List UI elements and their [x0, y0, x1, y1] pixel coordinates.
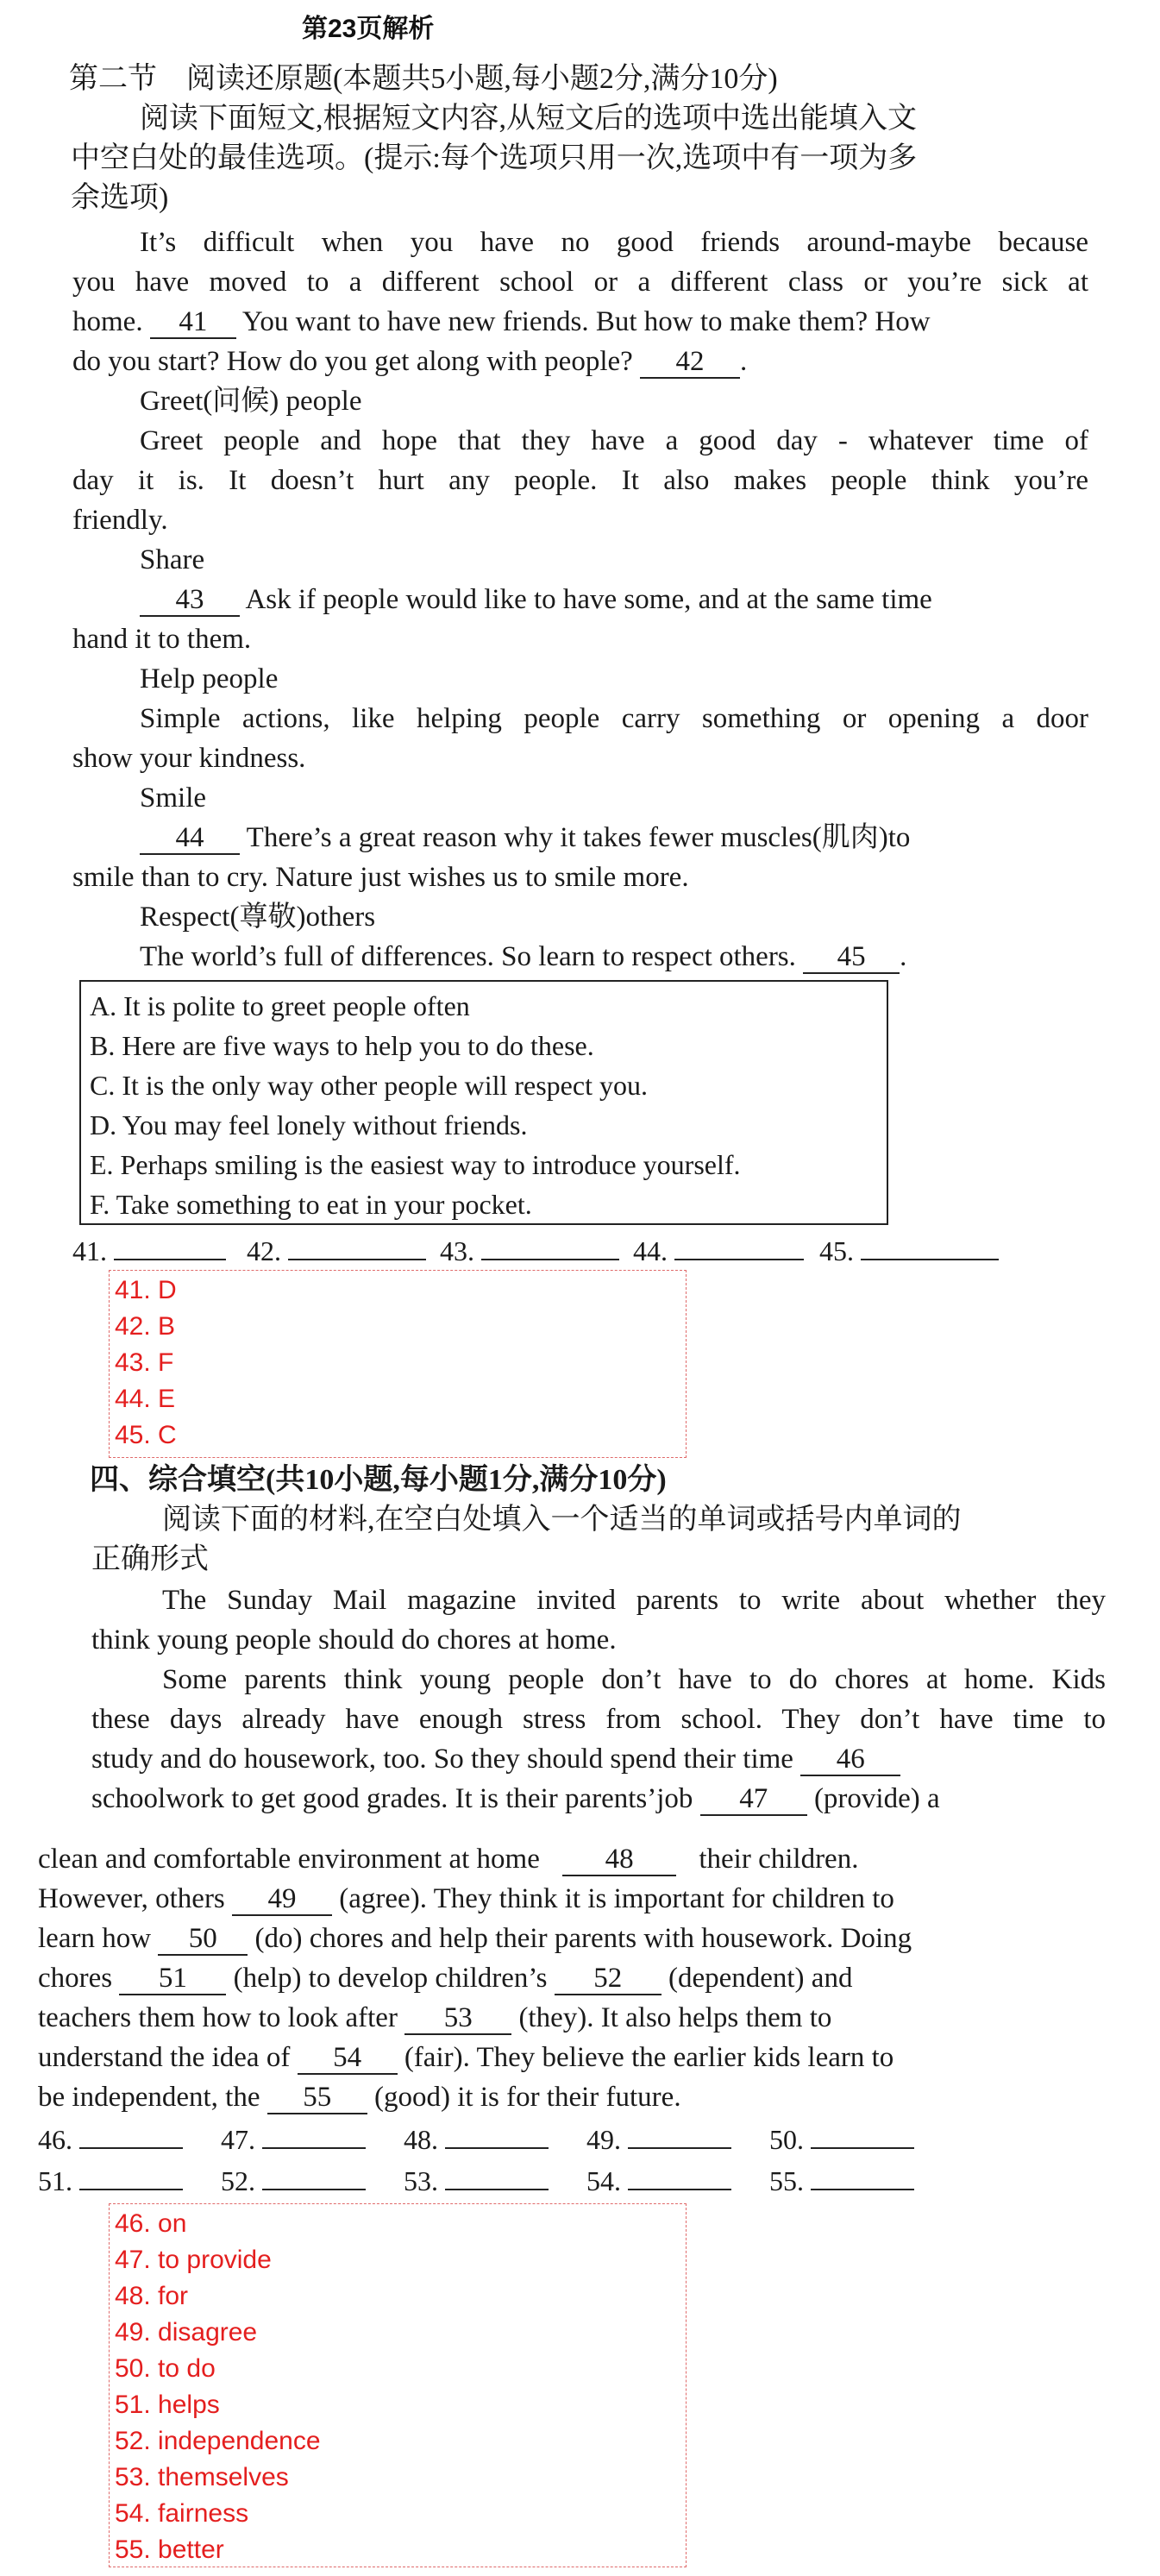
answer-item: 43. F [115, 1348, 174, 1377]
blank-number: 46. [38, 2124, 72, 2155]
blank-number: 45. [819, 1235, 854, 1266]
section2-instruction: 余选项) [71, 182, 169, 214]
passage-text: (help) to develop children’s [233, 1963, 548, 1994]
passage-line [38, 2001, 831, 2036]
page-title: 第23页解析 [302, 15, 435, 43]
blank-45: 45 [803, 941, 900, 974]
passage-line: these days already have enough stress from school. They don’t have time to [91, 1704, 1106, 1735]
option-d: D. You may feel lonely without friends. [90, 1109, 528, 1140]
answer-item: 50. to do [115, 2354, 216, 2383]
option-f: F. Take something to eat in your pocket. [90, 1189, 532, 1220]
blank-number: 53. [404, 2165, 438, 2196]
blank-number: 54. [586, 2165, 621, 2196]
answer-item: 52. independence [115, 2427, 321, 2455]
passage-line: It’s difficult when you have no good friends around-maybe because [140, 227, 1088, 258]
passage-text: learn how [38, 1923, 152, 1954]
answer-line [445, 2166, 549, 2190]
passage-text: be independent, the [38, 2082, 260, 2113]
passage-line [38, 1882, 894, 1917]
answer-line [79, 2125, 183, 2149]
answer-item: 46. on [115, 2209, 187, 2238]
passage-text: The world’s full of differences. So learn to respect others. [140, 941, 796, 972]
blank-44: 44 [140, 822, 240, 855]
answer-line [861, 1236, 999, 1260]
answer-key-box [109, 1270, 687, 1458]
passage-text: (fair). They believe the earlier kids learn to [404, 2042, 894, 2073]
answer-line [628, 2125, 731, 2149]
blank-49: 49 [232, 1883, 332, 1916]
section2-instruction: 阅读下面短文,根据短文内容,从短文后的选项中选出能填入文 [140, 103, 917, 135]
blank-number: 49. [586, 2124, 621, 2155]
passage-line [38, 1843, 858, 1877]
blank-48: 48 [562, 1844, 676, 1876]
blank-51: 51 [119, 1963, 226, 1995]
blank-number: 47. [221, 2124, 255, 2155]
passage-text: (provide) a [813, 1783, 940, 1814]
passage-line: friendly. [72, 505, 168, 536]
passage-text: (agree). They think it is important for children to [339, 1883, 894, 1914]
section2-instruction: 中空白处的最佳选项。(提示:每个选项只用一次,选项中有一项为多 [71, 142, 918, 174]
passage-line [38, 2081, 681, 2115]
answer-item: 44. E [115, 1385, 176, 1413]
blank-number: 44. [633, 1235, 668, 1266]
section4-heading: 四、综合填空(共10小题,每小题1分,满分10分) [90, 1464, 667, 1496]
answer-item: 42. B [115, 1312, 176, 1341]
option-e: E. Perhaps smiling is the easiest way to introduce yourself. [90, 1149, 741, 1180]
answer-line [114, 1236, 226, 1260]
subheading-respect: Respect(尊敬)others [140, 902, 376, 933]
blank-53: 53 [404, 2002, 511, 2035]
answer-key-box [109, 2203, 687, 2567]
blank-50: 50 [158, 1923, 248, 1956]
answer-blank-row [38, 2124, 914, 2156]
subheading-help: Help people [140, 663, 279, 694]
blank-54: 54 [298, 2042, 398, 2075]
passage-line: day it is. It doesn’t hurt any people. It also makes people think you’re [72, 465, 1088, 496]
section4-instruction: 正确形式 [91, 1543, 209, 1575]
passage-line: smile than to cry. Nature just wishes us to smile more. [72, 862, 689, 893]
passage-line: Greet people and hope that they have a good day - whatever time of [140, 425, 1088, 456]
blank-number: 42. [247, 1235, 281, 1266]
answer-line [445, 2125, 549, 2149]
blank-number: 50. [769, 2124, 804, 2155]
passage-text: (do) chores and help their parents with housework. Doing [254, 1923, 912, 1954]
passage-text: their children. [699, 1844, 859, 1875]
passage-text: schoolwork to get good grades. It is their parents’job [91, 1783, 693, 1814]
blank-46: 46 [800, 1744, 900, 1776]
blank-number: 43. [440, 1235, 474, 1266]
blank-number: 48. [404, 2124, 438, 2155]
answer-line [262, 2166, 366, 2190]
passage-line: The world’s full of differences. So learn to respect others. 45 . [140, 940, 906, 975]
answer-item: 48. for [115, 2282, 189, 2310]
option-c: C. It is the only way other people will respect you. [90, 1070, 648, 1101]
passage-line: hand it to them. [72, 624, 252, 655]
answer-line [628, 2166, 731, 2190]
passage-line: do you start? How do you get along with people? 42 . [72, 345, 747, 380]
passage-line [140, 821, 910, 856]
passage-text: Ask if people would like to have some, and at the same time [245, 584, 932, 615]
blank-52: 52 [555, 1963, 662, 1995]
passage-text: home. [72, 306, 143, 337]
answer-item: 47. to provide [115, 2246, 272, 2274]
answer-line [79, 2166, 183, 2190]
section4-instruction: 阅读下面的材料,在空白处填入一个适当的单词或括号内单词的 [162, 1504, 962, 1536]
passage-text: (dependent) and [668, 1963, 853, 1994]
option-b: B. Here are five ways to help you to do these. [90, 1030, 594, 1061]
blank-42: 42 [640, 346, 740, 379]
blank-number: 41. [72, 1235, 107, 1266]
passage-line: The Sunday Mail magazine invited parents to write about whether they [162, 1585, 1106, 1616]
blank-number: 55. [769, 2165, 804, 2196]
passage-text: (good) it is for their future. [374, 2082, 681, 2113]
passage-line: Simple actions, like helping people carry something or opening a door [140, 703, 1088, 734]
answer-blank-row [72, 1235, 999, 1267]
passage-text: do you start? How do you get along with people? [72, 346, 633, 377]
answer-line [262, 2125, 366, 2149]
passage-line [140, 583, 932, 618]
passage-line: Some parents think young people don’t have to do chores at home. Kids [162, 1664, 1106, 1695]
passage-line: you have moved to a different school or a different class or you’re sick at [72, 267, 1088, 298]
passage-text: (they). It also helps them to [518, 2002, 832, 2033]
answer-line [481, 1236, 619, 1260]
answer-line [674, 1236, 804, 1260]
passage-text: understand the idea of [38, 2042, 291, 2073]
passage-line: think young people should do chores at home. [91, 1624, 617, 1656]
passage-line [38, 1962, 852, 1996]
passage-text: chores [38, 1963, 113, 1994]
passage-text: teachers them how to look after [38, 2002, 398, 2033]
answer-line [288, 1236, 426, 1260]
answer-blank-row [38, 2165, 914, 2197]
passage-text: However, others [38, 1883, 225, 1914]
subheading-smile: Smile [140, 782, 207, 814]
answer-item: 53. themselves [115, 2463, 289, 2491]
answer-line [811, 2125, 914, 2149]
passage-text: There’s a great reason why it takes fewer muscles(肌肉)to [246, 822, 911, 853]
blank-55: 55 [267, 2082, 367, 2114]
blank-43: 43 [140, 584, 240, 617]
passage-text: study and do housework, too. So they should spend their time [91, 1744, 793, 1775]
passage-text: You want to have new friends. But how to make them? How [241, 306, 931, 337]
passage-line [91, 1782, 940, 1817]
passage-text: clean and comfortable environment at home [38, 1844, 540, 1875]
subheading-greet: Greet(问候) people [140, 386, 362, 417]
answer-item: 45. C [115, 1421, 177, 1449]
section2-heading: 第二节 阅读还原题(本题共5小题,每小题2分,满分10分) [69, 63, 778, 95]
options-box [79, 980, 888, 1225]
passage-line [72, 305, 931, 340]
answer-item: 49. disagree [115, 2318, 258, 2347]
blank-number: 52. [221, 2165, 255, 2196]
blank-41: 41 [150, 306, 236, 339]
answer-item: 51. helps [115, 2391, 220, 2419]
blank-47: 47 [700, 1783, 807, 1816]
option-a: A. It is polite to greet people often [90, 990, 470, 1021]
subheading-share: Share [140, 544, 205, 575]
passage-line [38, 1922, 912, 1957]
passage-line [91, 1743, 900, 1777]
answer-line [811, 2166, 914, 2190]
blank-number: 51. [38, 2165, 72, 2196]
passage-line: show your kindness. [72, 743, 306, 774]
answer-item: 55. better [115, 2535, 224, 2564]
answer-item: 41. D [115, 1276, 177, 1304]
passage-line [38, 2041, 894, 2076]
answer-item: 54. fairness [115, 2499, 249, 2528]
